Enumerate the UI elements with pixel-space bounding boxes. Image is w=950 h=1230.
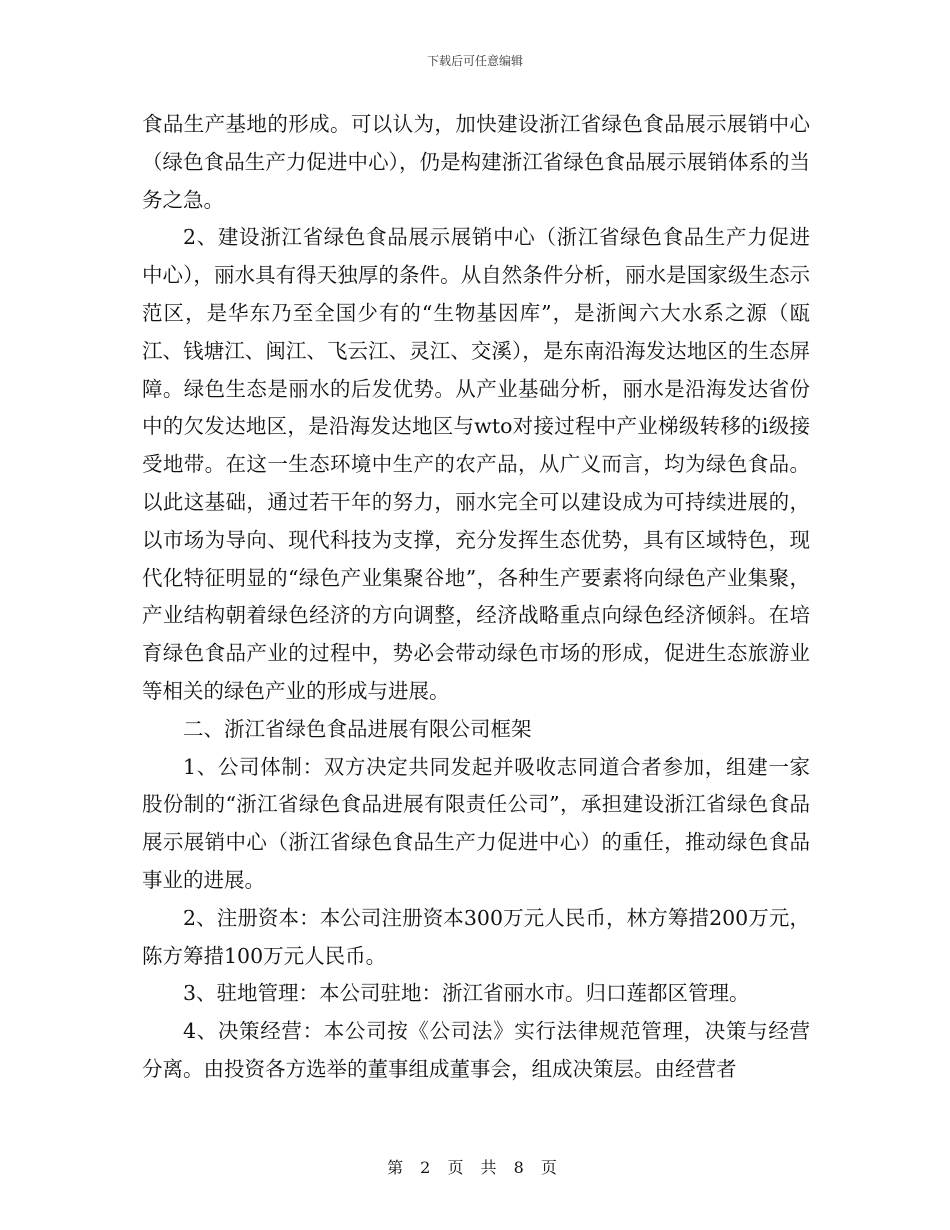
document-body [142,106,810,1089]
paragraph-registered-capital: 2、注册资本：本公司注册资本300万元人民币，林方筹措200万元，陈方筹措100万元人民币。 [142,905,810,968]
paragraph-continuation: 食品生产基地的形成。可以认为，加快建设浙江省绿色食品展示展销中心（绿色食品生产力促进中心），仍是构建浙江省绿色食品展示展销体系的当务之急。 [142,112,810,212]
section-heading-company-framework: 二、浙江省绿色食品进展有限公司框架 [183,716,532,741]
paragraph-lishui-conditions: 2、建设浙江省绿色食品展示展销中心（浙江省绿色食品生产力促进中心），丽水具有得天独厚的条件。从自然条件分析，丽水是国家级生态示范区，是华东乃至全国少有的“生物基因库”，是浙闽六大水系之源（瓯江、钱塘江、闽江、飞云江、灵江、交溪），是东南沿海发达地区的生态屏障。绿色生态是丽水的后发优势。从产业基础分析，丽水是沿海发达省份中的欠发达地区，是沿海发达地区与wto对接过程中产业梯级转移的ⅰ级接受地带。在这一生态环境中生产的农产品，从广义而言，均为绿色食品。以此这基础，通过若干年的努力，丽水完全可以建设成为可持续进展的，以市场为导向、现代科技为支撑，充分发挥生态优势，具有区域特色，现代化特征明显的“绿色产业集聚谷地”，各种生产要素将向绿色产业集聚，产业结构朝着绿色经济的方向调整，经济战略重点向绿色经济倾斜。在培育绿色食品产业的过程中，势必会带动绿色市场的形成，促进生态旅游业等相关的绿色产业的形成与进展。 [142,225,810,703]
page-header: 下载后可任意编辑 [426,54,523,68]
paragraph-location-management: 3、驻地管理：本公司驻地：浙江省丽水市。归口莲都区管理。 [183,981,750,1006]
page-footer: 第 2 页 共 8 页 [387,1158,563,1177]
paragraph-company-structure: 1、公司体制：双方决定共同发起并吸收志同道合者参加，组建一家股份制的“浙江省绿色食品进展有限责任公司”，承担建设浙江省绿色食品展示展销中心（浙江省绿色食品生产力促进中心）的重任，推动绿色食品事业的进展。 [142,754,810,892]
paragraph-decision-operation: 4、决策经营：本公司按《公司法》实行法律规范管理，决策与经营分离。由投资各方选举的董事组成董事会，组成决策层。由经营者 [142,1019,810,1081]
